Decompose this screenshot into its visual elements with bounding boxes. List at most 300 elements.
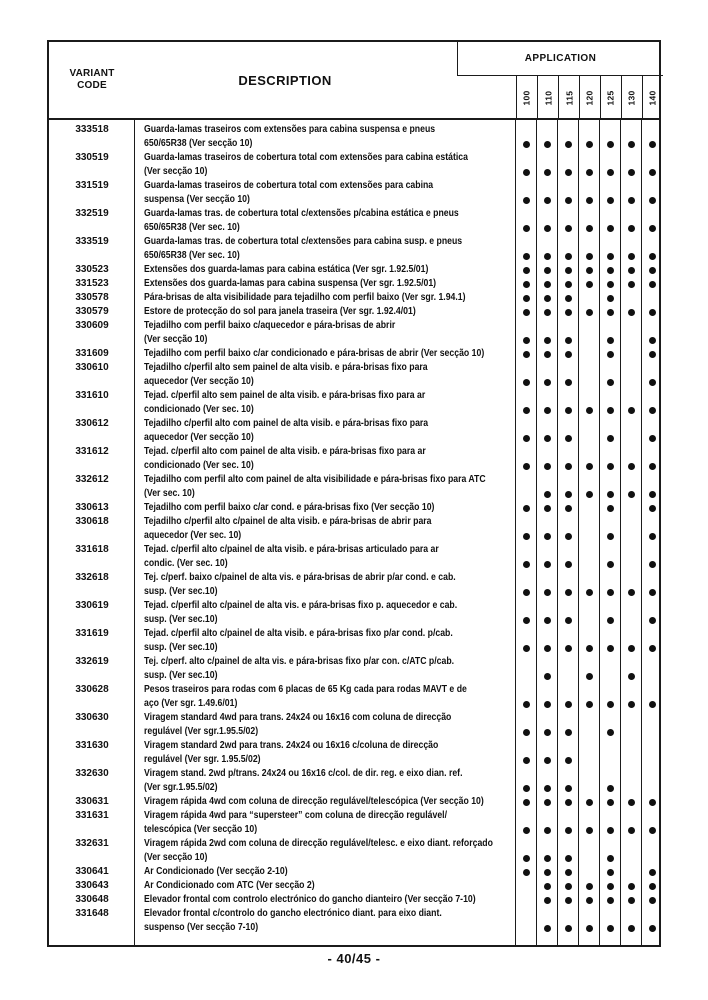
variant-code: 331609 — [75, 348, 109, 359]
application-dot — [565, 463, 572, 470]
application-cell-115 — [558, 501, 579, 515]
application-dot — [607, 407, 614, 414]
application-dot — [565, 883, 572, 890]
application-cell-120 — [579, 683, 600, 711]
application-cell-115 — [558, 179, 579, 207]
application-cell-115 — [558, 879, 579, 893]
application-cell-115 — [558, 543, 579, 571]
application-dot — [544, 169, 551, 176]
application-column-115 — [558, 76, 579, 120]
application-cell-110 — [537, 543, 558, 571]
application-cell-115 — [558, 473, 579, 501]
description-line: Guarda-lamas traseiros com extensões para cabina suspensa e pneus — [144, 124, 436, 135]
variant-code: 332631 — [75, 838, 109, 849]
application-cell-125 — [600, 347, 621, 361]
application-dot — [607, 533, 614, 540]
application-cell-130 — [621, 739, 642, 767]
table-row — [49, 767, 659, 795]
application-dot — [523, 295, 530, 302]
application-cell-140 — [642, 865, 659, 879]
application-cell-140 — [642, 235, 659, 263]
application-cell-100 — [516, 207, 537, 235]
application-cell-100 — [516, 445, 537, 473]
application-cell-115 — [558, 599, 579, 627]
application-cell-140 — [642, 683, 659, 711]
variant-code: 330641 — [75, 866, 109, 877]
row-description — [135, 767, 516, 795]
variant-code-header — [49, 42, 135, 118]
application-dot — [544, 197, 551, 204]
page-number: - 40/45 - — [327, 951, 381, 966]
description-line: (Ver secção 10) — [144, 166, 208, 177]
table-row — [49, 207, 659, 235]
application-cell-125 — [600, 305, 621, 319]
application-dot — [628, 589, 635, 596]
application-dot — [586, 309, 593, 316]
table-row — [49, 319, 659, 347]
application-cell-140 — [642, 123, 659, 151]
application-dot — [649, 645, 656, 652]
application-dot — [565, 785, 572, 792]
description-line: Guarda-lamas traseiros de cobertura total com extensões para cabina — [144, 180, 434, 191]
table-rows — [49, 123, 659, 935]
table-row — [49, 711, 659, 739]
application-cell-115 — [558, 655, 579, 683]
description-line: Extensões dos guarda-lamas para cabina estática (Ver sgr. 1.92.5/01) — [144, 264, 429, 275]
application-cell-110 — [537, 501, 558, 515]
application-cell-140 — [642, 543, 659, 571]
application-cell-130 — [621, 291, 642, 305]
description-line: Tejadilho com perfil alto com painel de alta visibilidade e pára-brisas fixo para ATC — [144, 474, 486, 485]
variant-code: 333518 — [75, 124, 109, 135]
application-dot — [649, 141, 656, 148]
description-line: Tejad. c/perfil alto com painel de alta visib. e pára-brisas fixo para ar — [144, 446, 426, 457]
application-dot — [628, 883, 635, 890]
application-cell-130 — [621, 627, 642, 655]
application-cell-120 — [579, 319, 600, 347]
application-dot — [586, 673, 593, 680]
application-dot — [544, 827, 551, 834]
application-dot — [565, 337, 572, 344]
application-cell-120 — [579, 473, 600, 501]
row-description — [135, 277, 516, 291]
description-line: Tej. c/perf. alto c/painel de alta vis. e pára-brisas fixo p/ar con. c/ATC p/cab. — [144, 656, 455, 667]
application-cell-100 — [516, 599, 537, 627]
application-cell-110 — [537, 347, 558, 361]
table-row — [49, 907, 659, 935]
application-cell-110 — [537, 809, 558, 837]
variant-code: 330609 — [75, 320, 109, 331]
application-cell-100 — [516, 893, 537, 907]
application-cell-100 — [516, 417, 537, 445]
variant-code: 331612 — [75, 446, 109, 457]
application-cell-100 — [516, 837, 537, 865]
application-dot — [544, 799, 551, 806]
table-row — [49, 543, 659, 571]
application-dot — [544, 351, 551, 358]
application-cell-115 — [558, 151, 579, 179]
description-line: Viragem stand. 2wd p/trans. 24x24 ou 16x16 c/col. de dir. reg. e eixo dian. ref. — [144, 768, 463, 779]
application-dot — [544, 505, 551, 512]
application-dot — [565, 729, 572, 736]
application-cell-140 — [642, 627, 659, 655]
application-dot — [628, 197, 635, 204]
application-cell-110 — [537, 893, 558, 907]
application-dot — [649, 309, 656, 316]
application-cell-140 — [642, 837, 659, 865]
application-cell-125 — [600, 501, 621, 515]
application-dot — [649, 925, 656, 932]
application-dot — [565, 589, 572, 596]
application-cell-100 — [516, 907, 537, 935]
application-cell-140 — [642, 361, 659, 389]
description-line: Tejadilho c/perfil alto sem painel de alta visib. e pára-brisas fixo para — [144, 362, 428, 373]
application-dot — [523, 253, 530, 260]
variant-code: 330579 — [75, 306, 109, 317]
application-cell-110 — [537, 599, 558, 627]
description-line: Pesos traseiros para rodas com 6 placas de 65 Kg cada para rodas MAVT e de — [144, 684, 467, 695]
application-dot — [649, 505, 656, 512]
application-cell-140 — [642, 179, 659, 207]
application-cell-100 — [516, 235, 537, 263]
table-row — [49, 739, 659, 767]
application-cell-125 — [600, 683, 621, 711]
application-cell-120 — [579, 501, 600, 515]
description-line: Elevador frontal com controlo electrónico do gancho dianteiro (Ver secção 7-10) — [144, 894, 476, 905]
application-cell-130 — [621, 683, 642, 711]
application-cell-125 — [600, 473, 621, 501]
table-row — [49, 347, 659, 361]
application-cell-140 — [642, 305, 659, 319]
application-cell-110 — [537, 445, 558, 473]
application-cell-100 — [516, 795, 537, 809]
variant-code: 330523 — [75, 264, 109, 275]
application-cell-125 — [600, 151, 621, 179]
description-line: susp. (Ver sec.10) — [144, 642, 218, 653]
row-description — [135, 571, 516, 599]
application-cell-100 — [516, 291, 537, 305]
application-dot — [628, 253, 635, 260]
table-row — [49, 599, 659, 627]
application-cell-125 — [600, 837, 621, 865]
application-cell-125 — [600, 809, 621, 837]
application-dot — [544, 281, 551, 288]
application-cell-120 — [579, 809, 600, 837]
table-row — [49, 305, 659, 319]
application-dot — [628, 225, 635, 232]
application-cell-115 — [558, 417, 579, 445]
application-cell-100 — [516, 319, 537, 347]
row-description — [135, 655, 516, 683]
application-cell-125 — [600, 235, 621, 263]
application-cell-115 — [558, 291, 579, 305]
application-dot — [607, 253, 614, 260]
row-description — [135, 739, 516, 767]
variant-code: 331630 — [75, 740, 109, 751]
application-dot — [649, 827, 656, 834]
application-dot — [544, 267, 551, 274]
application-cell-110 — [537, 879, 558, 893]
application-dot — [607, 435, 614, 442]
application-dot — [523, 141, 530, 148]
row-description — [135, 263, 516, 277]
variant-code: 330648 — [75, 894, 109, 905]
application-cell-100 — [516, 809, 537, 837]
application-cell-130 — [621, 263, 642, 277]
application-cell-120 — [579, 907, 600, 935]
description-line: Tejadilho com perfil baixo c/ar condicionado e pára-brisas de abrir (Ver secção 10) — [144, 348, 485, 359]
application-cell-115 — [558, 571, 579, 599]
description-line: Tejadilho c/perfil alto com painel de alta visib. e pára-brisas fixo para — [144, 418, 429, 429]
application-dot — [628, 925, 635, 932]
application-dot — [586, 281, 593, 288]
application-cell-125 — [600, 263, 621, 277]
application-dot — [523, 407, 530, 414]
application-cell-100 — [516, 263, 537, 277]
application-cell-100 — [516, 767, 537, 795]
application-dot — [607, 225, 614, 232]
application-cell-110 — [537, 179, 558, 207]
application-cell-130 — [621, 767, 642, 795]
application-dot — [628, 463, 635, 470]
description-header: DESCRIPTION — [238, 72, 332, 88]
application-cell-110 — [537, 291, 558, 305]
application-header: APPLICATION — [457, 42, 663, 76]
application-dot — [544, 855, 551, 862]
application-cell-100 — [516, 655, 537, 683]
application-cell-130 — [621, 235, 642, 263]
application-cell-140 — [642, 809, 659, 837]
application-dot — [523, 533, 530, 540]
application-dot — [565, 379, 572, 386]
application-dot — [649, 617, 656, 624]
application-dot — [649, 897, 656, 904]
application-cell-100 — [516, 865, 537, 879]
application-cell-100 — [516, 543, 537, 571]
table-row — [49, 893, 659, 907]
application-cell-130 — [621, 389, 642, 417]
application-dot — [607, 897, 614, 904]
table-row — [49, 277, 659, 291]
application-dot — [607, 883, 614, 890]
application-dot — [523, 435, 530, 442]
application-dot — [523, 267, 530, 274]
application-cell-130 — [621, 305, 642, 319]
variant-code: 332630 — [75, 768, 109, 779]
application-dot — [607, 169, 614, 176]
application-cell-115 — [558, 263, 579, 277]
variant-code: 330630 — [75, 712, 109, 723]
application-dot — [649, 533, 656, 540]
application-dot — [628, 897, 635, 904]
application-cell-100 — [516, 879, 537, 893]
application-dot — [607, 505, 614, 512]
application-dot — [628, 169, 635, 176]
description-line: condicionado (Ver sec. 10) — [144, 404, 254, 415]
table-row — [49, 501, 659, 515]
application-column-label: 100 — [522, 90, 532, 106]
application-dot — [586, 589, 593, 596]
application-cell-125 — [600, 739, 621, 767]
description-line: (Ver sec. 10) — [144, 488, 195, 499]
row-description — [135, 291, 516, 305]
application-dot — [586, 463, 593, 470]
application-dot — [649, 197, 656, 204]
application-cell-130 — [621, 879, 642, 893]
application-dot — [523, 855, 530, 862]
application-cell-120 — [579, 571, 600, 599]
application-cell-110 — [537, 865, 558, 879]
application-dot — [628, 267, 635, 274]
application-cell-140 — [642, 655, 659, 683]
application-cell-115 — [558, 893, 579, 907]
variant-code: 330578 — [75, 292, 109, 303]
table-row — [49, 795, 659, 809]
application-cell-100 — [516, 389, 537, 417]
application-cell-110 — [537, 837, 558, 865]
variant-code: 330619 — [75, 600, 109, 611]
application-cell-125 — [600, 711, 621, 739]
description-line: Tejad. c/perfil alto sem painel de alta visib. e pára-brisas fixo para ar — [144, 390, 426, 401]
application-dot — [565, 253, 572, 260]
table-row — [49, 417, 659, 445]
application-dot — [607, 729, 614, 736]
application-cell-110 — [537, 235, 558, 263]
application-cell-110 — [537, 417, 558, 445]
description-line: aço (Ver sgr. 1.49.6/01) — [144, 698, 238, 709]
application-dot — [649, 267, 656, 274]
application-cell-110 — [537, 767, 558, 795]
application-dot — [607, 267, 614, 274]
application-column-label: 110 — [543, 90, 553, 106]
application-dot — [565, 309, 572, 316]
application-cell-115 — [558, 305, 579, 319]
application-dot — [523, 729, 530, 736]
application-cell-115 — [558, 445, 579, 473]
application-cell-115 — [558, 767, 579, 795]
application-cell-125 — [600, 207, 621, 235]
row-description — [135, 179, 516, 207]
application-cell-120 — [579, 837, 600, 865]
application-dot — [565, 169, 572, 176]
application-dot — [586, 883, 593, 890]
application-cell-110 — [537, 305, 558, 319]
row-description — [135, 683, 516, 711]
row-description — [135, 907, 516, 935]
application-cell-110 — [537, 711, 558, 739]
application-cell-125 — [600, 179, 621, 207]
application-dot — [523, 337, 530, 344]
application-dot — [607, 295, 614, 302]
application-cell-140 — [642, 445, 659, 473]
application-cell-110 — [537, 277, 558, 291]
application-cell-120 — [579, 893, 600, 907]
row-description — [135, 837, 516, 865]
application-cell-110 — [537, 361, 558, 389]
application-cell-120 — [579, 865, 600, 879]
application-cell-125 — [600, 277, 621, 291]
description-line: Tejad. c/perfil alto c/painel de alta vis. e pára-brisas fixo p. aquecedor e cab. — [144, 600, 458, 611]
variant-code: 331519 — [75, 180, 109, 191]
row-description — [135, 305, 516, 319]
application-cell-100 — [516, 305, 537, 319]
application-cell-125 — [600, 389, 621, 417]
application-cell-140 — [642, 291, 659, 305]
application-column-130 — [621, 76, 642, 120]
application-dot — [649, 799, 656, 806]
application-column-label: 115 — [564, 90, 574, 106]
application-cell-120 — [579, 543, 600, 571]
application-cell-130 — [621, 795, 642, 809]
application-cell-130 — [621, 515, 642, 543]
application-cell-125 — [600, 879, 621, 893]
application-cell-120 — [579, 417, 600, 445]
application-cell-100 — [516, 515, 537, 543]
description-line: Tejadilho com perfil baixo c/ar cond. e pára-brisas fixo (Ver secção 10) — [144, 502, 435, 513]
application-cell-120 — [579, 599, 600, 627]
description-line: condicionado (Ver sec. 10) — [144, 460, 254, 471]
application-cell-130 — [621, 473, 642, 501]
row-description — [135, 123, 516, 151]
application-cell-110 — [537, 515, 558, 543]
application-cell-130 — [621, 907, 642, 935]
application-dot — [565, 855, 572, 862]
application-dot — [649, 701, 656, 708]
table-row — [49, 151, 659, 179]
row-description — [135, 711, 516, 739]
application-dot — [649, 463, 656, 470]
application-cell-115 — [558, 739, 579, 767]
description-line: Elevador frontal c/controlo do gancho electrónico diant. para eixo diant. — [144, 908, 442, 919]
application-cell-120 — [579, 361, 600, 389]
application-cell-140 — [642, 389, 659, 417]
application-dot — [544, 729, 551, 736]
application-dot — [607, 141, 614, 148]
description-line: aquecedor (Ver secção 10) — [144, 432, 254, 443]
application-dot — [565, 295, 572, 302]
application-cell-130 — [621, 837, 642, 865]
application-cell-120 — [579, 347, 600, 361]
application-dot — [586, 827, 593, 834]
application-cell-120 — [579, 445, 600, 473]
variant-code: 330631 — [75, 796, 109, 807]
application-cell-130 — [621, 599, 642, 627]
application-cell-115 — [558, 627, 579, 655]
row-description — [135, 795, 516, 809]
description-line: 650/65R38 (Ver secção 10) — [144, 138, 253, 149]
variant-code: 332519 — [75, 208, 109, 219]
application-cell-120 — [579, 655, 600, 683]
application-cell-125 — [600, 361, 621, 389]
application-dot — [544, 141, 551, 148]
application-cell-100 — [516, 179, 537, 207]
application-dot — [544, 379, 551, 386]
application-cell-130 — [621, 207, 642, 235]
application-cell-130 — [621, 361, 642, 389]
application-cell-120 — [579, 627, 600, 655]
application-cell-125 — [600, 319, 621, 347]
application-dot — [565, 533, 572, 540]
application-dot — [523, 757, 530, 764]
application-cell-115 — [558, 347, 579, 361]
application-cell-125 — [600, 515, 621, 543]
application-cell-120 — [579, 739, 600, 767]
description-line: Guarda-lamas traseiros de cobertura total com extensões para cabina estática — [144, 152, 468, 163]
application-dot — [628, 407, 635, 414]
row-description — [135, 865, 516, 879]
application-dot — [649, 869, 656, 876]
application-cell-100 — [516, 571, 537, 599]
